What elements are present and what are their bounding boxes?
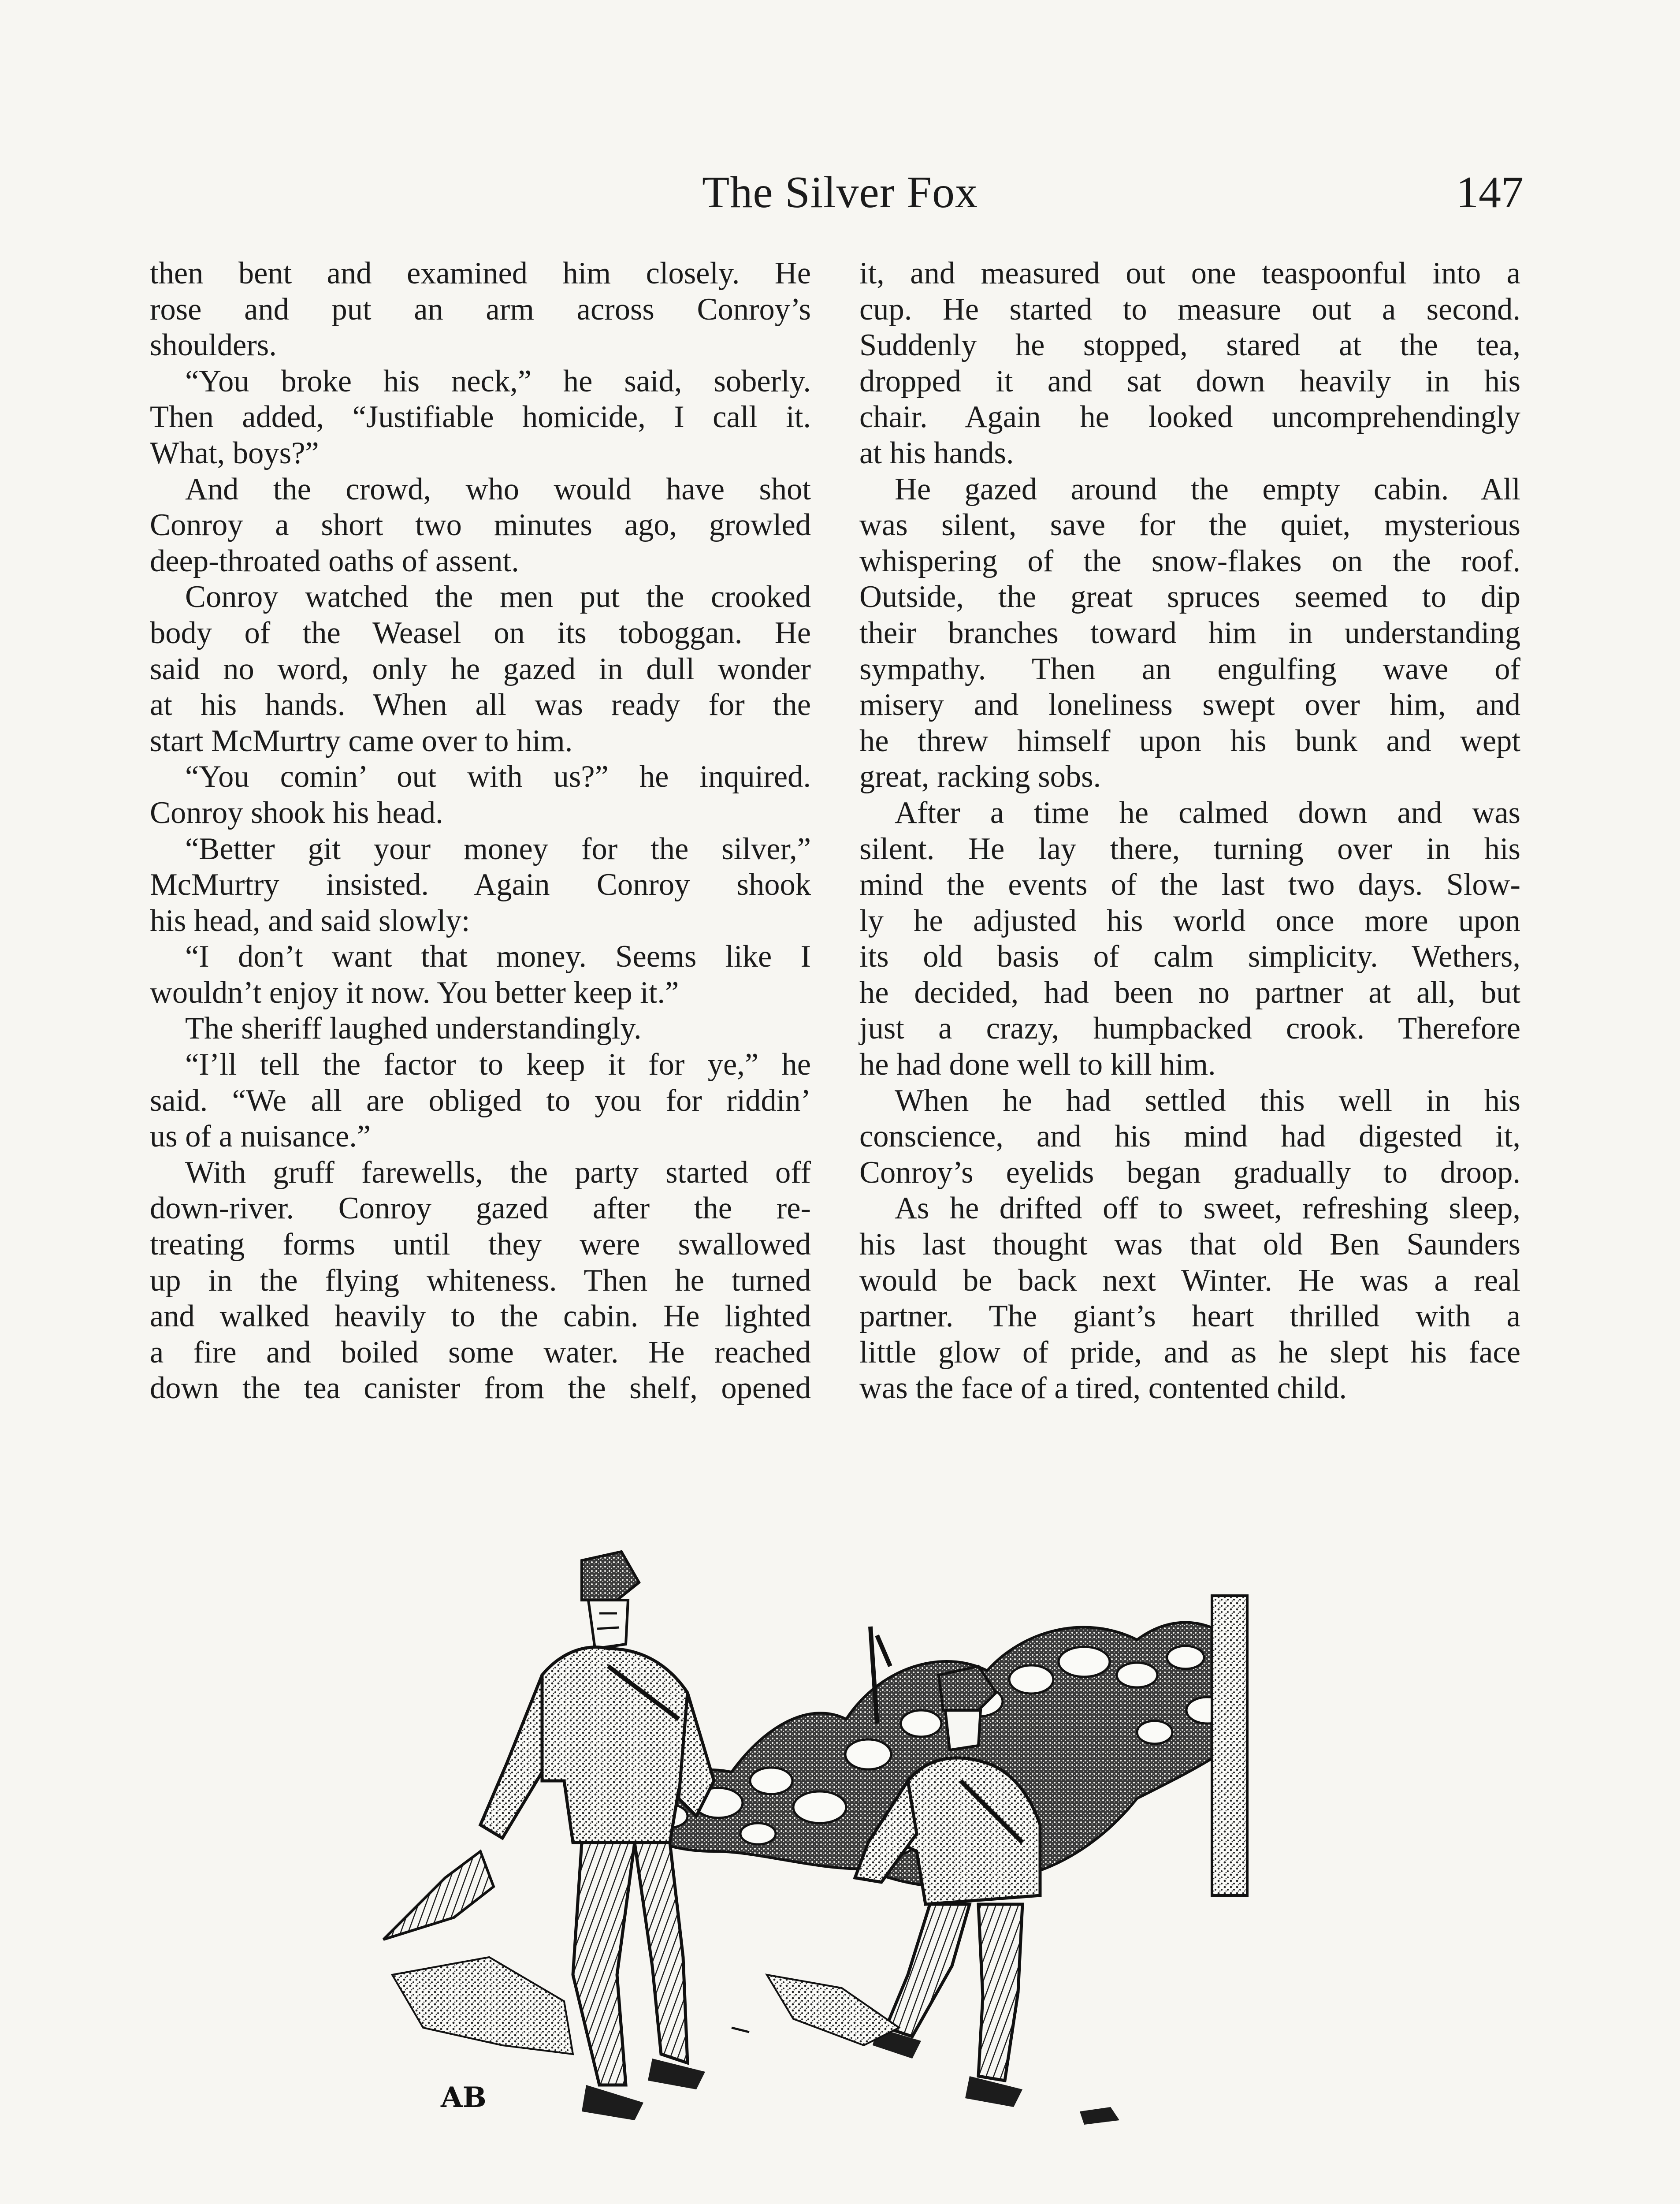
- text-line: said. “We all are obliged to you for riddin’: [150, 1083, 811, 1118]
- text-line: start McMurtry came over to him.: [150, 723, 573, 758]
- text-line: What, boys?”: [150, 436, 319, 470]
- text-line: deep-throated oaths of assent.: [150, 544, 519, 578]
- text-line: shoulders.: [150, 328, 277, 363]
- text-line: body of the Weasel on its toboggan. He: [150, 615, 811, 650]
- text-line: he threw himself upon his bunk and wept: [859, 723, 1520, 758]
- text-line: would be back next Winter. He was a real: [859, 1263, 1520, 1298]
- text-line: Suddenly he stopped, stared at the tea,: [859, 328, 1520, 363]
- text-line: little glow of pride, and as he slept his face: [859, 1335, 1520, 1370]
- text-line: treating forms until they were swallowed: [150, 1227, 811, 1262]
- text-line: Conroy’s eyelids began gradually to droop.: [859, 1155, 1520, 1190]
- text-line: “You comin’ out with us?” he inquired.: [185, 759, 811, 794]
- snow-shadow-left: [392, 1957, 573, 2054]
- text-line: then bent and examined him closely. He: [150, 256, 811, 290]
- text-line: ly he adjusted his world once more upon: [859, 903, 1520, 938]
- text-line: dropped it and sat down heavily in his: [859, 364, 1520, 398]
- text-line: us of a nuisance.”: [150, 1119, 371, 1154]
- text-line: down the tea canister from the shelf, opened: [150, 1371, 811, 1406]
- page-number: 147: [1456, 168, 1524, 217]
- snow-shadow-right: [767, 1975, 899, 2045]
- text-line: a fire and boiled some water. He reached: [150, 1335, 811, 1370]
- text-line: their branches toward him in understanding: [859, 615, 1520, 650]
- text-line: Conroy shook his head.: [150, 795, 443, 830]
- text-line: said no word, only he gazed in dull wonder: [150, 652, 811, 686]
- artist-monogram: AB: [441, 2081, 487, 2114]
- text-line: With gruff farewells, the party started off: [185, 1155, 811, 1190]
- text-line: whispering of the snow-flakes on the roof.: [859, 544, 1520, 578]
- text-line: misery and loneliness swept over him, and: [859, 688, 1520, 722]
- text-column-left: [150, 256, 811, 1407]
- text-line: chair. Again he looked uncomprehendingly: [859, 400, 1520, 435]
- text-line: Conroy a short two minutes ago, growled: [150, 508, 811, 543]
- text-line: at his hands. When all was ready for the: [150, 688, 811, 722]
- text-line: was silent, save for the quiet, mysterious: [859, 508, 1520, 543]
- text-line: sympathy. Then an engulfing wave of: [859, 652, 1520, 686]
- text-line: great, racking sobs.: [859, 759, 1101, 794]
- text-line: his head, and said slowly:: [150, 903, 470, 938]
- running-header-title: The Silver Fox: [702, 168, 978, 217]
- text-line: mind the events of the last two days. Slow-: [859, 867, 1520, 902]
- text-line: McMurtry insisted. Again Conroy shook: [150, 867, 811, 902]
- text-line: After a time he calmed down and was: [895, 795, 1520, 830]
- illustration-two-men-carrying-toboggan: [335, 1534, 1362, 2169]
- text-line: Then added, “Justifiable homicide, I call it.: [150, 400, 811, 435]
- text-line: “Better git your money for the silver,”: [185, 831, 811, 866]
- text-line: it, and measured out one teaspoonful into a: [859, 256, 1520, 290]
- text-line: rose and put an arm across Conroy’s: [150, 292, 811, 327]
- text-line: just a crazy, humpbacked crook. Therefore: [859, 1011, 1520, 1046]
- text-line: As he drifted off to sweet, refreshing sleep,: [895, 1191, 1520, 1226]
- text-line: Outside, the great spruces seemed to dip: [859, 580, 1520, 614]
- text-column-right: [859, 256, 1520, 1407]
- text-line: partner. The giant’s heart thrilled with a: [859, 1299, 1520, 1334]
- text-line: Conroy watched the men put the crooked: [185, 580, 811, 614]
- text-line: wouldn’t enjoy it now. You better keep it.”: [150, 975, 679, 1010]
- text-line: cup. He started to measure out a second.: [859, 292, 1520, 327]
- text-line: “I don’t want that money. Seems like I: [185, 939, 811, 974]
- text-line: The sheriff laughed understandingly.: [185, 1011, 642, 1046]
- text-line: he decided, had been no partner at all, but: [859, 975, 1520, 1010]
- text-line: silent. He lay there, turning over in his: [859, 831, 1520, 866]
- text-line: He gazed around the empty cabin. All: [895, 472, 1520, 506]
- text-line: and walked heavily to the cabin. He lighted: [150, 1299, 811, 1334]
- text-line: at his hands.: [859, 436, 1014, 470]
- text-line: his last thought was that old Ben Saunders: [859, 1227, 1520, 1262]
- text-line: And the crowd, who would have shot: [185, 472, 811, 506]
- toboggan-nose: [383, 1851, 494, 1940]
- text-line: “You broke his neck,” he said, soberly.: [185, 364, 811, 398]
- text-line: he had done well to kill him.: [859, 1047, 1216, 1082]
- text-line: its old basis of calm simplicity. Wethers,: [859, 939, 1520, 974]
- text-line: When he had settled this well in his: [895, 1083, 1520, 1118]
- text-line: “I’ll tell the factor to keep it for ye,” he: [185, 1047, 811, 1082]
- text-line: up in the flying whiteness. Then he turned: [150, 1263, 811, 1298]
- text-line: conscience, and his mind had digested it,: [859, 1119, 1520, 1154]
- text-line: down-river. Conroy gazed after the re-: [150, 1191, 811, 1226]
- text-line: was the face of a tired, contented child.: [859, 1371, 1347, 1406]
